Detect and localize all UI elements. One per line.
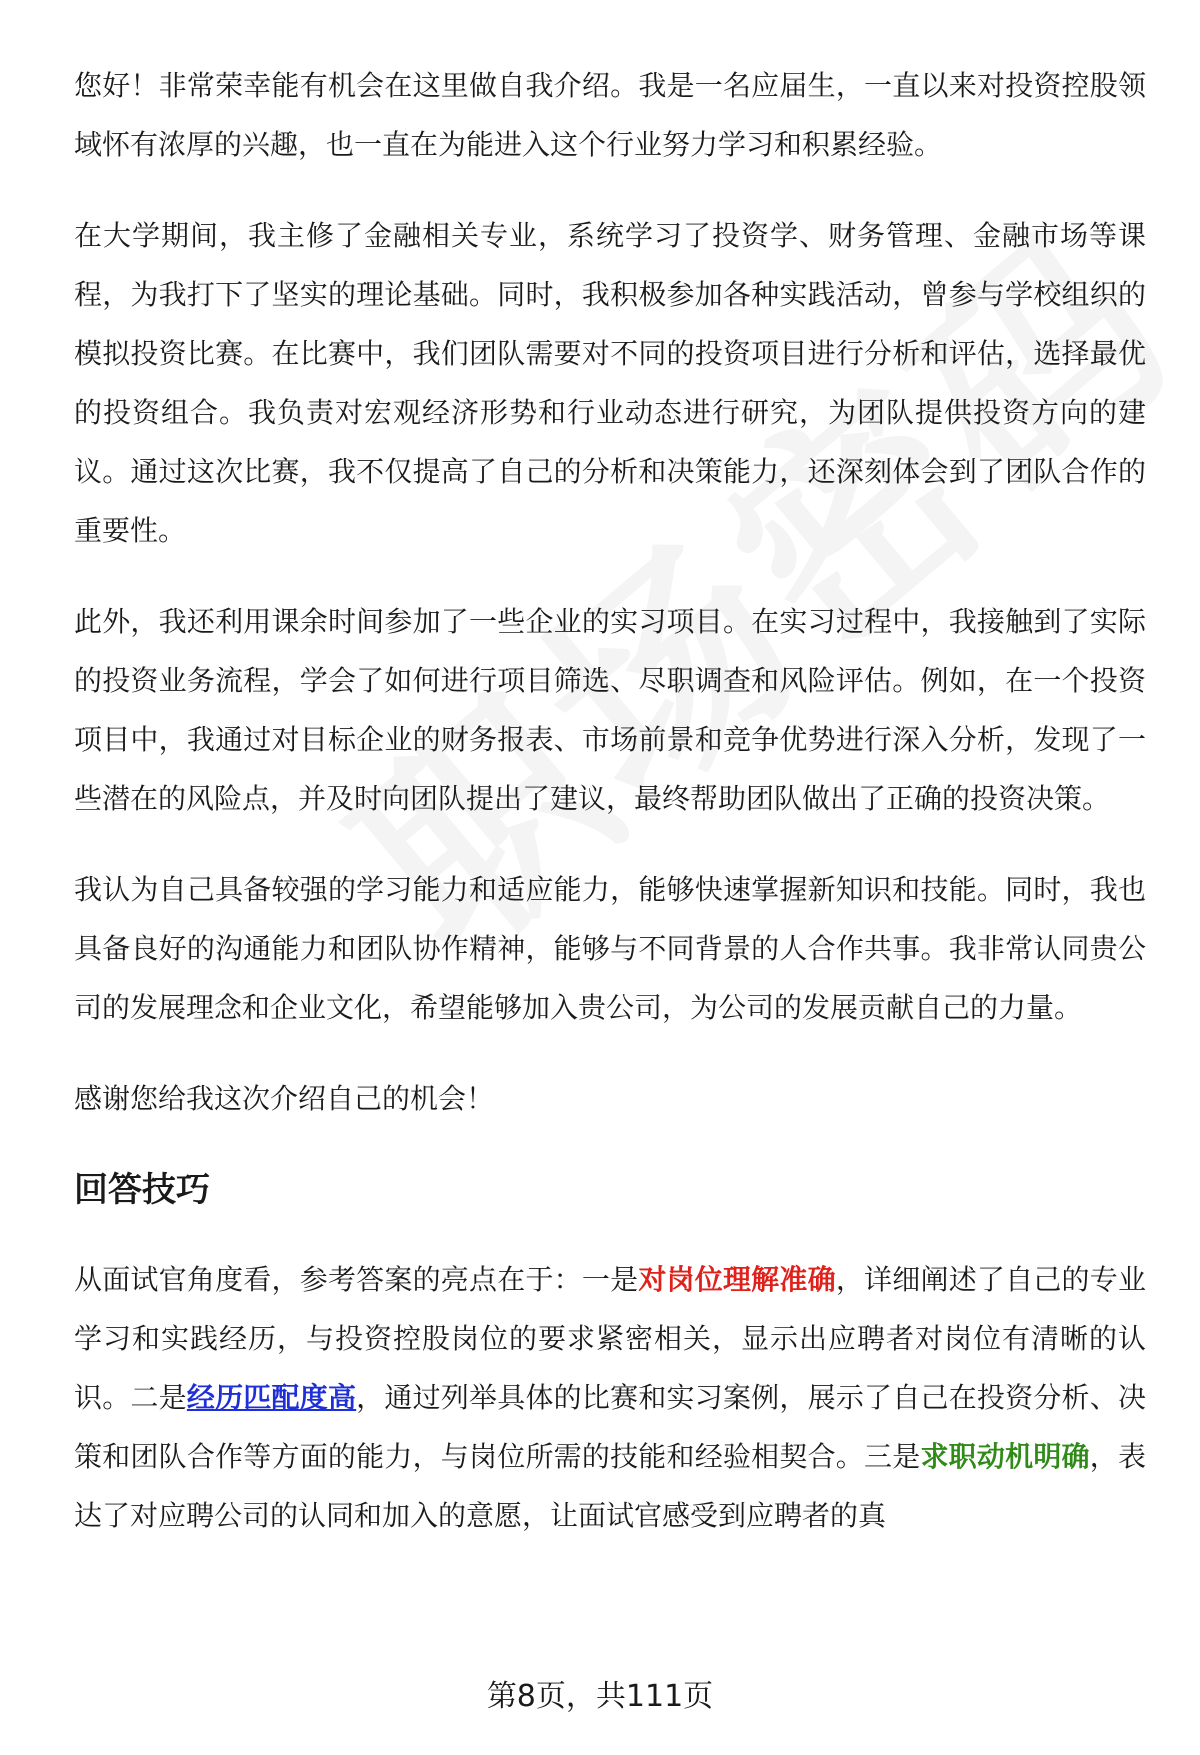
tips-text-4: ，表达了对应聘公司的认同和加入的意愿，让面试官感受到应聘者的真 — [74, 1440, 1146, 1532]
document-body — [74, 56, 1146, 1577]
section-heading-tips: 回答技巧 — [74, 1170, 210, 1210]
page-number: 第8页，共111页 — [486, 1679, 714, 1714]
highlight-experience-match: 经历匹配度高 — [186, 1381, 357, 1414]
paragraph-university: 在大学期间，我主修了金融相关专业，系统学习了投资学、财务管理、金融市场等课程，为我打下了坚实的理论基础。同时，我积极参加各种实践活动，曾参与学校组织的模拟投资比赛。在比赛中，我们团队需要对不同的投资项目进行分析和评估，选择最优的投资组合。我负责对宏观经济形势和行业动态进行研究，为团队提供投资方向的建议。通过这次比赛，我不仅提高了自己的分析和决策能力，还深刻体会到了团队合作的重要性。 — [74, 219, 1146, 547]
paragraph-intro: 您好！非常荣幸能有机会在这里做自我介绍。我是一名应届生，一直以来对投资控股领域怀有浓厚的兴趣，也一直在为能进入这个行业努力学习和积累经验。 — [74, 69, 1146, 161]
paragraph-internship: 此外，我还利用课余时间参加了一些企业的实习项目。在实习过程中，我接触到了实际的投资业务流程，学会了如何进行项目筛选、尽职调查和风险评估。例如，在一个投资项目中，我通过对目标企业的财务报表、市场前景和竞争优势进行深入分析，发现了一些潜在的风险点，并及时向团队提出了建议，最终帮助团队做出了正确的投资决策。 — [74, 605, 1146, 815]
tips-text-1: 从面试官角度看，参考答案的亮点在于：一是 — [74, 1263, 639, 1296]
tips-text-2: ，详细阐述了自己的专业学习和实践经历，与投资控股岗位的要求紧密相关，显示出应聘者对岗位有清晰的认识。二是 — [74, 1263, 1146, 1414]
paragraph-abilities: 我认为自己具备较强的学习能力和适应能力，能够快速掌握新知识和技能。同时，我也具备良好的沟通能力和团队协作精神，能够与不同背景的人合作共事。我非常认同贵公司的发展理念和企业文化，希望能够加入贵公司，为公司的发展贡献自己的力量。 — [74, 873, 1146, 1024]
tips-text-3: ，通过列举具体的比赛和实习案例，展示了自己在投资分析、决策和团队合作等方面的能力，与岗位所需的技能和经验相契合。三是 — [74, 1381, 1146, 1473]
paragraph-tips — [74, 1250, 1146, 1545]
highlight-position-understanding: 对岗位理解准确 — [638, 1263, 836, 1296]
highlight-job-motivation: 求职动机明确 — [920, 1440, 1090, 1473]
paragraph-thanks: 感谢您给我这次介绍自己的机会！ — [74, 1082, 495, 1115]
